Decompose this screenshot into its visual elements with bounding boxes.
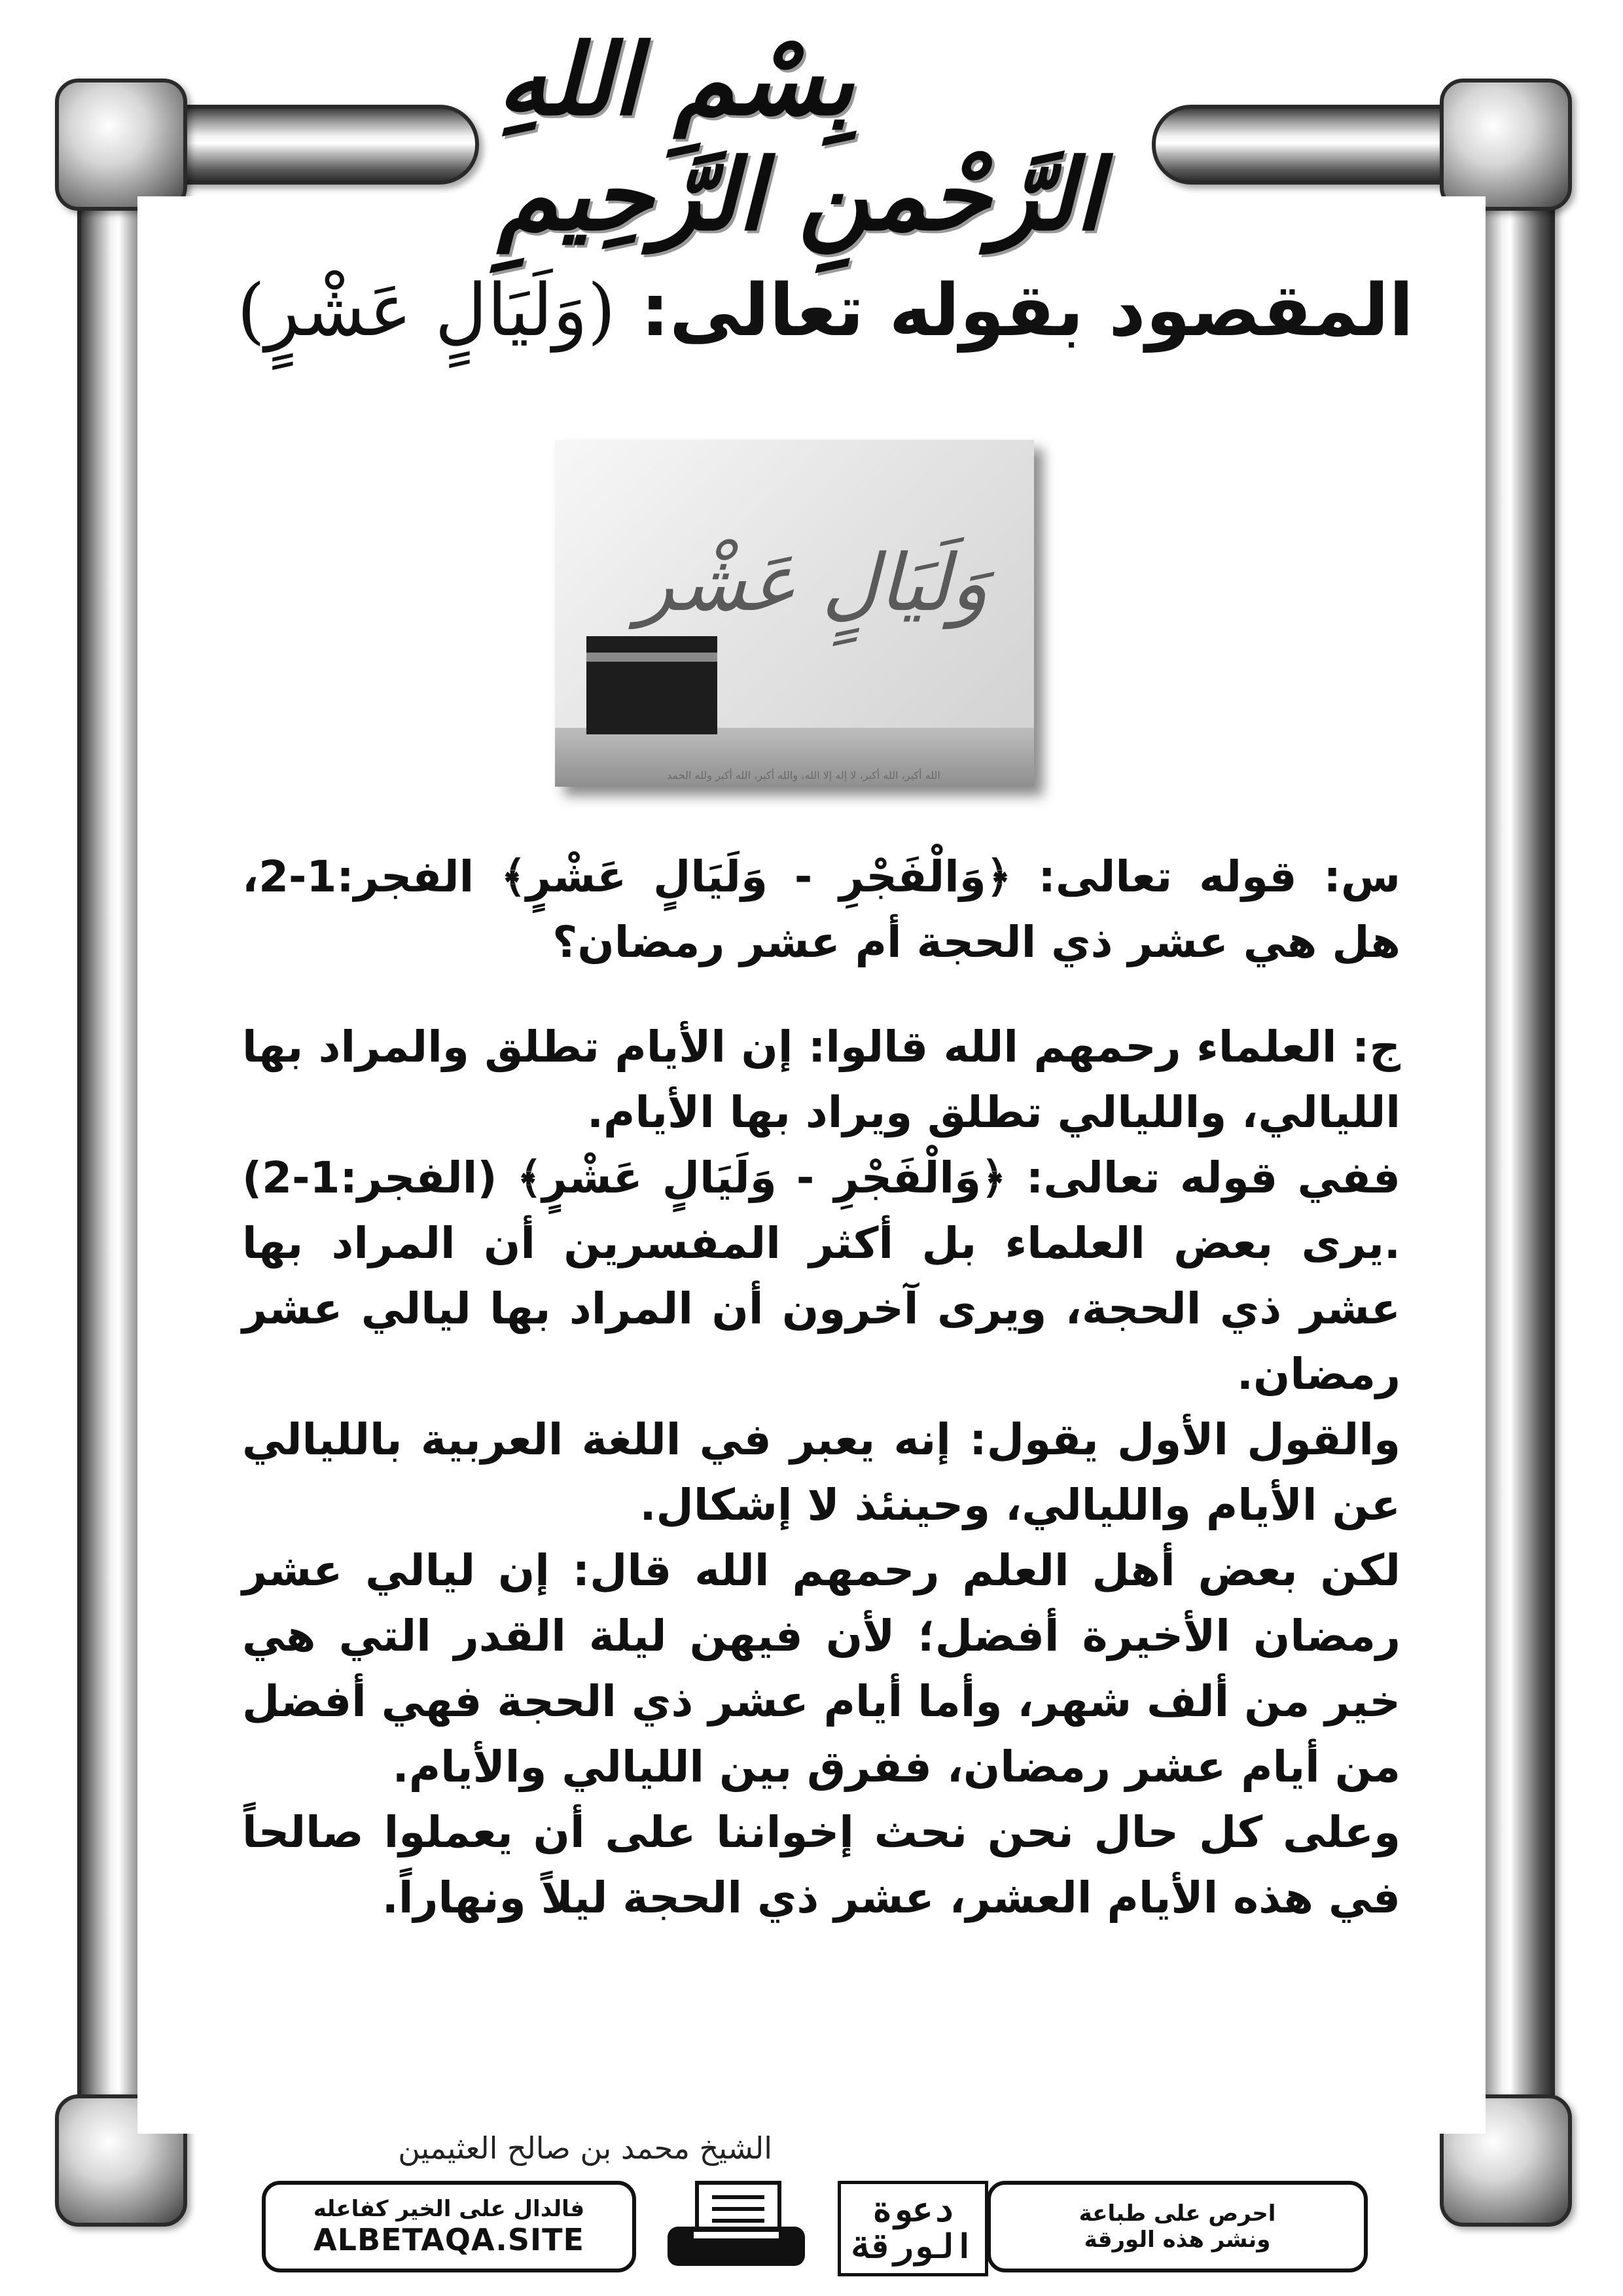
- footer-print-line2: ونشر هذه الورقة: [1084, 2227, 1271, 2253]
- footer-website[interactable]: ALBETAQA.SITE: [313, 2222, 584, 2257]
- basmala-text: بِسْمِ اللهِ الرَّحْمنِ الرَّحِيمِ: [497, 22, 1102, 253]
- logo-text: دعوة الورقة: [851, 2191, 974, 2267]
- answer-paragraph-1: ج: العلماء رحمهم الله قالوا: إن الأيام تطلق والمراد بها الليالي، والليالي تطلق ويراد بها الأيام.: [242, 1022, 1400, 1138]
- kaaba-shape: [586, 636, 717, 734]
- footer-hadith: فالدال على الخير كفاعله: [313, 2196, 585, 2222]
- answer-paragraph-4: لكن بعض أهل العلم رحمهم الله قال: إن ليالي عشر رمضان الأخيرة أفضل؛ لأن فيهن ليلة القدر التي هي خير من ألف شهر، وأما أيام عشر ذي الحجة فهي أفضل من أيام عشر رمضان، ففرق بين الليالي والأيام.: [242, 1545, 1400, 1792]
- article-body: [242, 844, 1400, 1931]
- answer-paragraph-2: ففي قوله تعالى: ﴿وَالْفَجْرِ - وَلَيَالٍ عَشْرٍ﴾ (الفجر:1-2) .يرى بعض العلماء بل أكثر المفسرين أن المراد بها عشر ذي الحجة، ويرى آخرون أن المراد بها ليالي عشر رمضان.: [242, 1153, 1400, 1399]
- footer-website-box: [262, 2181, 636, 2272]
- footer-print-box: [987, 2181, 1368, 2272]
- page-title: [216, 268, 1414, 352]
- frame-corner-top-right: [1440, 79, 1572, 211]
- printer-slot-icon: [694, 2232, 779, 2238]
- footer: [262, 2181, 1368, 2272]
- hero-calligraphy: وَلَيَالٍ عَشْر: [636, 538, 988, 629]
- dawat-alwaraqa-logo: [838, 2181, 988, 2276]
- footer-print-line1: احرص على طباعة: [1079, 2200, 1276, 2227]
- author-signature: الشيخ محمد بن صالح العثيمين: [398, 2130, 772, 2166]
- printer-paper-line: [712, 2219, 764, 2223]
- kaaba-calligraphy-image: [555, 440, 1034, 787]
- printer-paper-line: [712, 2195, 764, 2199]
- printer-paper-line: [712, 2207, 764, 2211]
- basmala-calligraphy: [497, 22, 1126, 253]
- frame-corner-top-left: [55, 79, 187, 211]
- title-main: المقصود بقوله تعالى:: [640, 268, 1414, 352]
- answer-paragraph-5: وعلى كل حال نحن نحث إخواننا على أن يعملوا صالحاً في هذه الأيام العشر، عشر ذي الحجة ليلاً ونهاراً.: [242, 1807, 1400, 1923]
- answer-paragraph-3: والقول الأول يقول: إنه يعبر في اللغة العربية بالليالي عن الأيام والليالي، وحينئذ لا إشكال.: [242, 1414, 1400, 1530]
- hero-caption: الله أكبر، الله أكبر، لا إله إلا الله، والله أكبر، الله أكبر ولله الحمد: [667, 769, 940, 781]
- question-paragraph: س: قوله تعالى: ﴿وَالْفَجْرِ - وَلَيَالٍ عَشْرٍ﴾ الفجر:1-2، هل هي عشر ذي الحجة أم عشر رمضان؟: [242, 852, 1400, 967]
- kaaba-band-shape: [586, 653, 717, 662]
- printer-icon: [668, 2181, 805, 2270]
- title-verse: (وَلَيَالٍ عَشْرٍ): [237, 268, 616, 352]
